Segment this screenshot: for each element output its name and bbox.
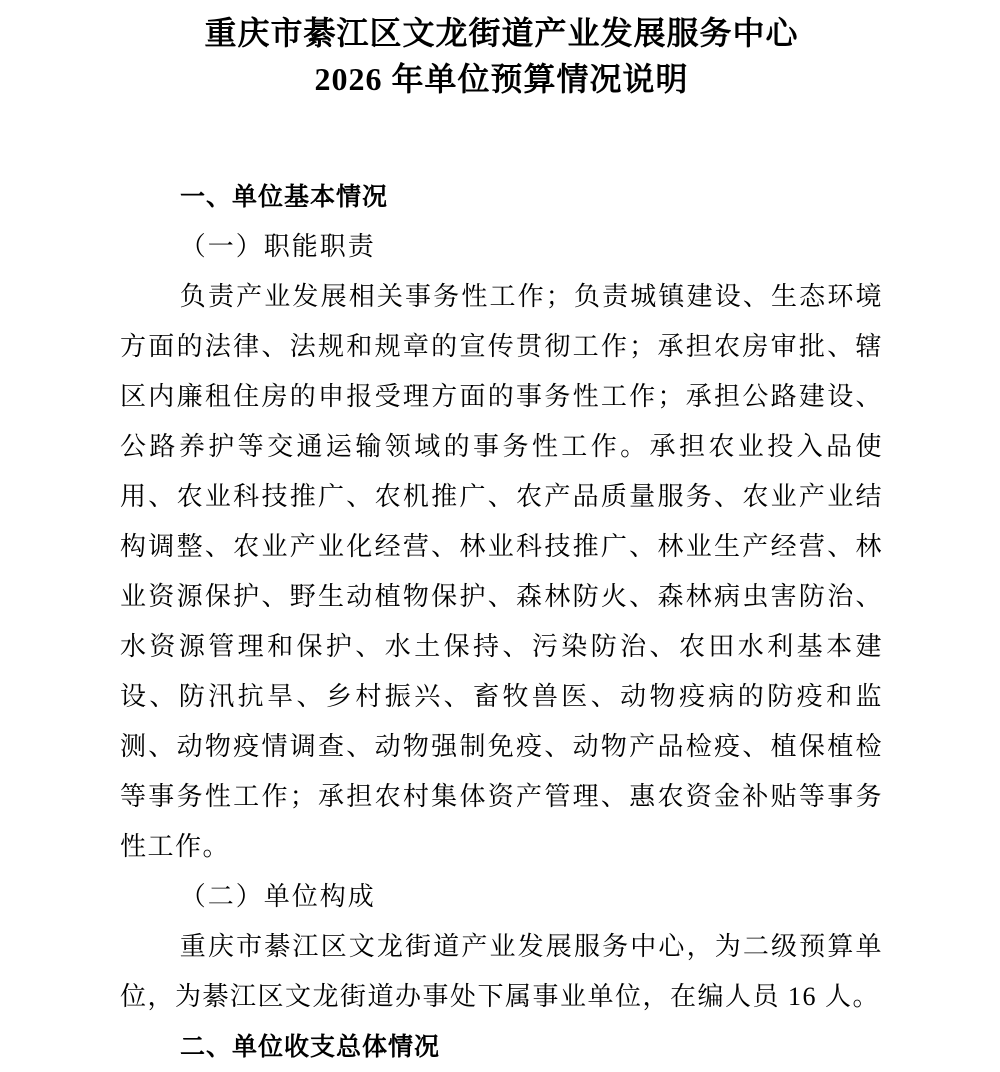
section-heading-basic-information: 一、单位基本情况 xyxy=(180,183,389,211)
subsection-heading-unit-composition: （二）单位构成 xyxy=(179,882,376,911)
subsection-heading-functions-duties: （一）职能职责 xyxy=(179,232,376,261)
document-title-line2: 2026 年单位预算情况说明 xyxy=(314,61,689,97)
paragraph-functions-duties: 负责产业发展相关事务性工作；负责城镇建设、生态环境方面的法律、法规和规章的宣传贯彻工作；承担农房审批、辖区内廉租住房的申报受理方面的事务性工作；承担公路建设、公路养护等交通运输领域的事务性工作。承担农业投入品使用、农业科技推广、农机推广、农产品质量服务、农业产业结构调整、农业产业化经营、林业科技推广、林业生产经营、林业资源保护、野生动植物保护、森林防火、森林病虫害防治、水资源管理和保护、水土保持、污染防治、农田水利基本建设、防汛抗旱、乡村振兴、畜牧兽医、动物疫病的防疫和监测、动物疫情调查、动物强制免疫、动物产品检疫、植保植检等事务性工作；承担农村集体资产管理、惠农资金补贴等事务性工作。 xyxy=(120,282,883,861)
document-body xyxy=(120,172,883,1072)
paragraph-unit-composition: 重庆市綦江区文龙街道产业发展服务中心，为二级预算单位，为綦江区文龙街道办事处下属事业单位，在编人员 16 人。 xyxy=(120,932,883,1011)
document-title xyxy=(120,10,883,102)
section-heading-revenue-expenditure-overview: 二、单位收支总体情况 xyxy=(180,1033,441,1061)
document-title-line1: 重庆市綦江区文龙街道产业发展服务中心 xyxy=(204,15,799,51)
